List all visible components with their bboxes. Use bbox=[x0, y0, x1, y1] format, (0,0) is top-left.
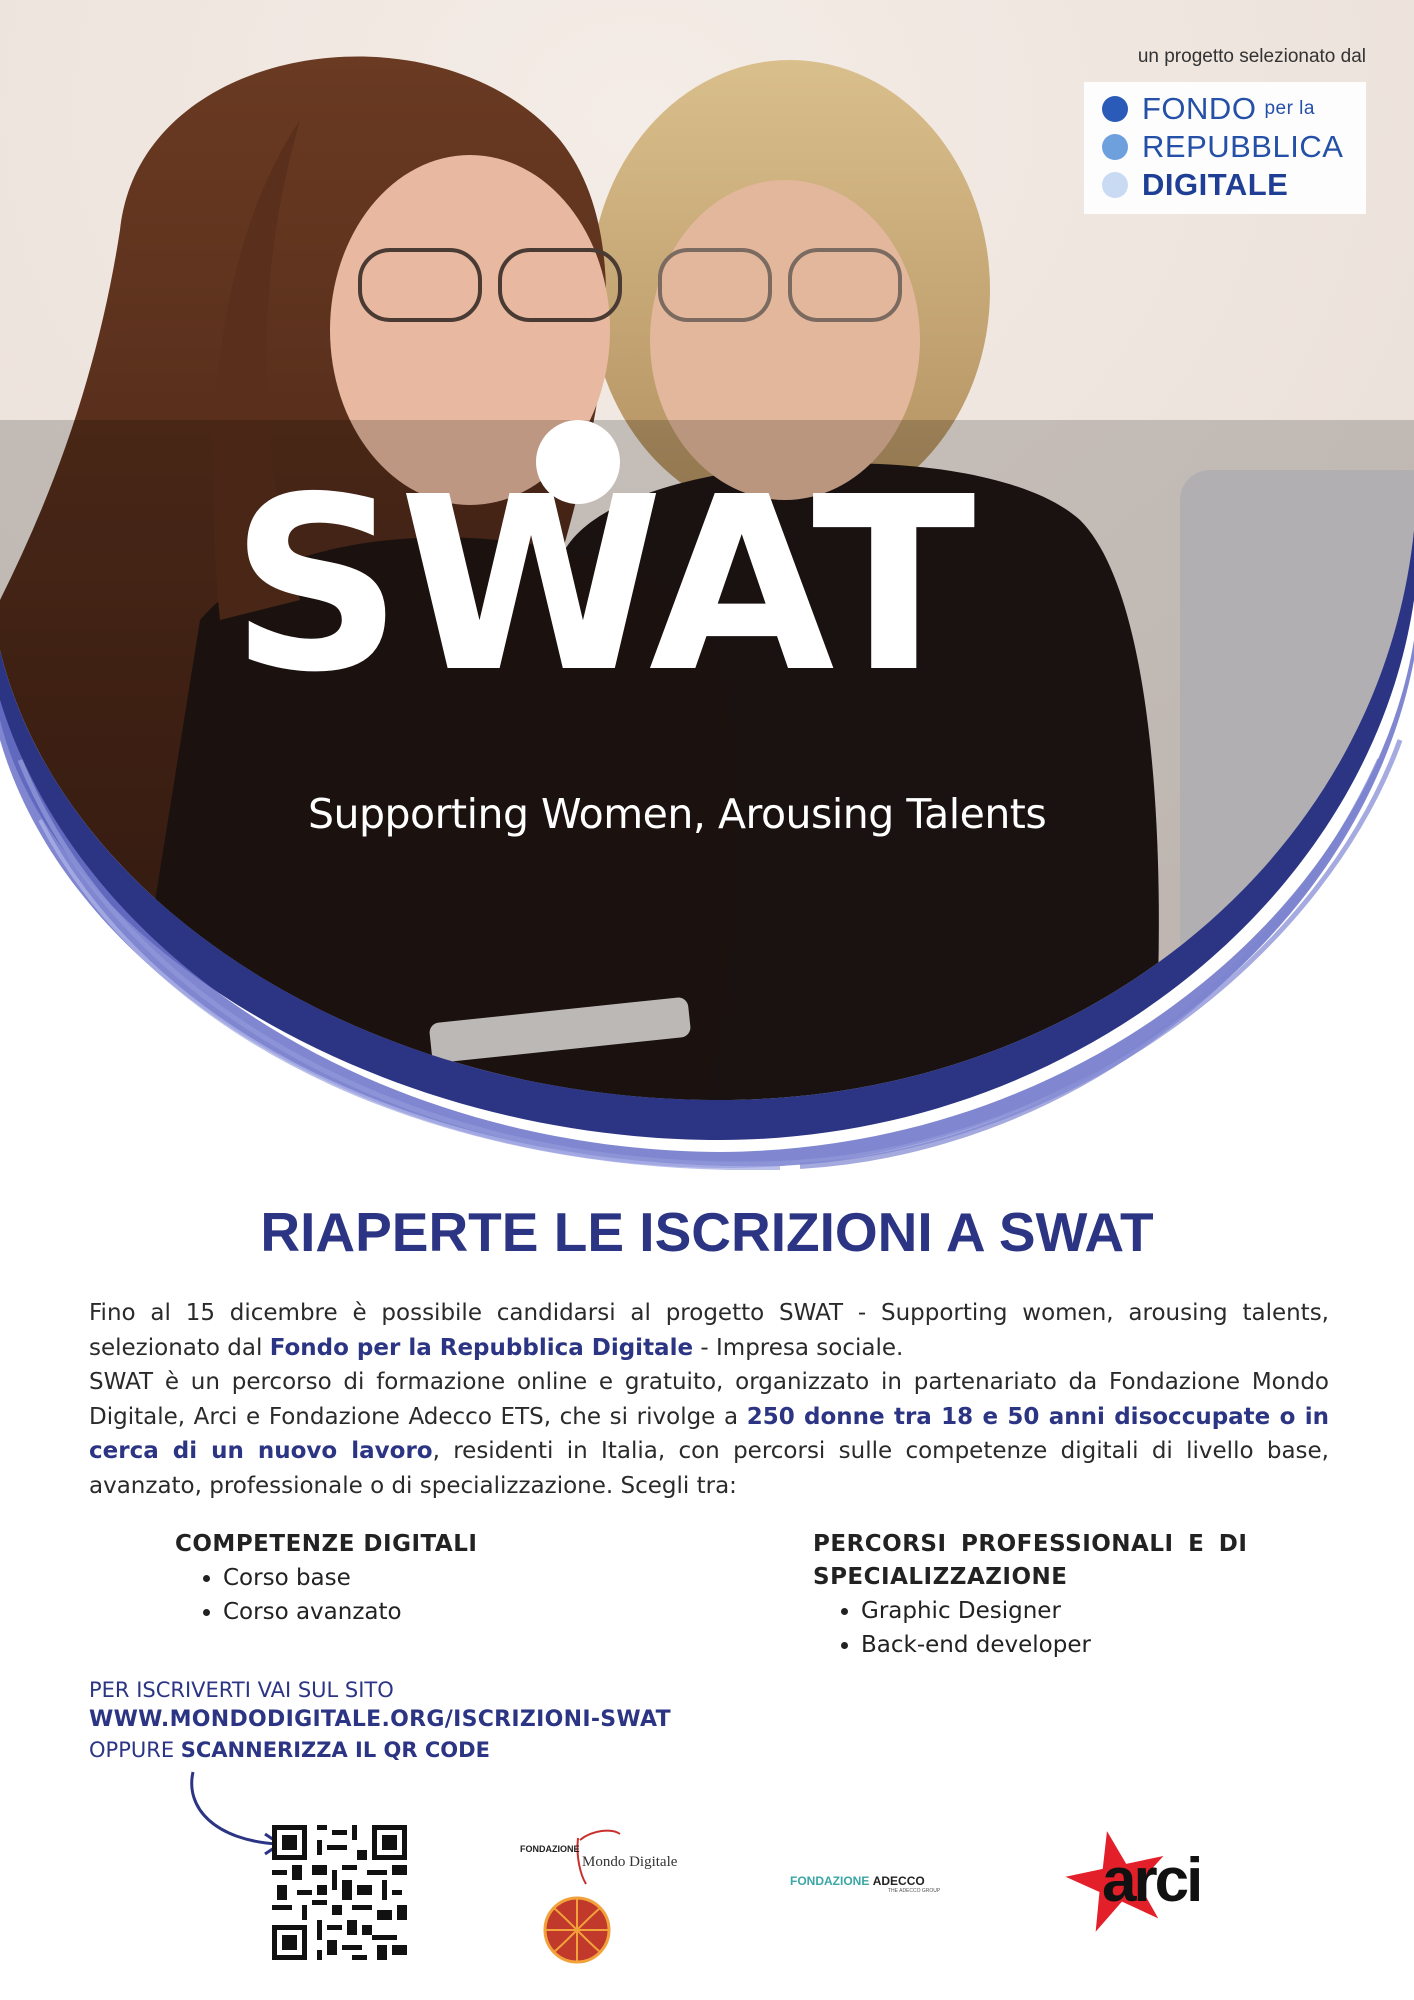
signup-url-link[interactable]: WWW.MONDODIGITALE.ORG/ISCRIZIONI-SWAT bbox=[89, 1707, 671, 1732]
course-item: • Back-end developer bbox=[861, 1628, 1247, 1662]
swat-logo-title: SWAT bbox=[230, 445, 972, 725]
digital-skills-column bbox=[175, 1528, 477, 1629]
professional-paths-column bbox=[813, 1528, 1247, 1662]
cta-line-3b: SCANNERIZZA IL QR CODE bbox=[180, 1738, 490, 1762]
adecco-label-b: ADECCO bbox=[872, 1874, 925, 1888]
fondo-dot-3 bbox=[1102, 172, 1128, 198]
fondazione-adecco-logo bbox=[790, 1874, 970, 1904]
fondo-badge bbox=[1084, 82, 1366, 214]
fondo-line-1-small: per la bbox=[1264, 98, 1315, 119]
course-item: • Corso avanzato bbox=[223, 1595, 477, 1629]
fmd-small-label: FONDAZIONE bbox=[520, 1844, 580, 1854]
professional-paths-title-2: SPECIALIZZAZIONE bbox=[813, 1564, 1068, 1590]
fondo-dot-2 bbox=[1102, 134, 1128, 160]
cta-line-3a: OPPURE bbox=[89, 1738, 181, 1762]
professional-paths-list bbox=[813, 1594, 1247, 1662]
intro-paragraph bbox=[89, 1296, 1329, 1503]
digital-skills-list bbox=[175, 1561, 477, 1629]
target-highlight: 250 donne tra 18 e 50 anni disoccupate o in cerca di un nuovo lavoro bbox=[89, 1403, 1329, 1464]
fondo-line-2: REPUBBLICA bbox=[1142, 129, 1344, 164]
intro-text-3: SWAT è un percorso di formazione online e gratuito, organizzato in partenariato da Fondazione Mondo Digitale, Arci e Fondazione Adecco ETS, che si rivolge a bbox=[89, 1369, 1329, 1430]
page-headline: RIAPERTE LE ISCRIZIONI A SWAT bbox=[260, 1201, 1154, 1263]
fondo-dot-1 bbox=[1102, 96, 1128, 122]
arci-wordmark: arci bbox=[1102, 1846, 1201, 1915]
cta-line-1: PER ISCRIVERTI VAI SUL SITO bbox=[89, 1678, 394, 1702]
course-item: • Corso base bbox=[223, 1561, 477, 1595]
fondo-line-1: FONDO bbox=[1142, 91, 1257, 126]
fondo-caption: un progetto selezionato dal bbox=[1137, 46, 1366, 67]
fondo-link[interactable]: Fondo per la Repubblica Digitale bbox=[269, 1334, 694, 1361]
fondo-repubblica-logo bbox=[1066, 46, 1366, 214]
signup-cta bbox=[89, 1675, 671, 1765]
course-item: • Graphic Designer bbox=[861, 1594, 1247, 1628]
fmd-name: Mondo Digitale bbox=[582, 1854, 678, 1870]
intro-text-2: - Impresa sociale. bbox=[693, 1334, 904, 1361]
fondazione-mondo-digitale-logo bbox=[520, 1826, 700, 1966]
qr-code-icon[interactable] bbox=[272, 1825, 407, 1960]
arci-logo bbox=[1056, 1828, 1226, 1958]
intro-text-1: Fino al 15 dicembre è possibile candidarsi al progetto SWAT - Supporting women, arousing talents, selezionato dal bbox=[89, 1300, 1329, 1361]
fondo-line-3: DIGITALE bbox=[1142, 167, 1289, 202]
intro-text-4: , residenti in Italia, con percorsi sulle competenze digitali di livello base, avanzato, professionale o di specializzazione. Scegli tra: bbox=[89, 1438, 1329, 1499]
adecco-label-a: FONDAZIONE bbox=[790, 1874, 870, 1888]
digital-skills-title: COMPETENZE DIGITALI bbox=[175, 1531, 478, 1557]
adecco-sub: THE ADECCO GROUP bbox=[888, 1888, 941, 1894]
professional-paths-title-1: PERCORSI PROFESSIONALI E DI bbox=[813, 1531, 1248, 1557]
swat-tagline: Supporting Women, Arousing Talents bbox=[308, 790, 1047, 838]
